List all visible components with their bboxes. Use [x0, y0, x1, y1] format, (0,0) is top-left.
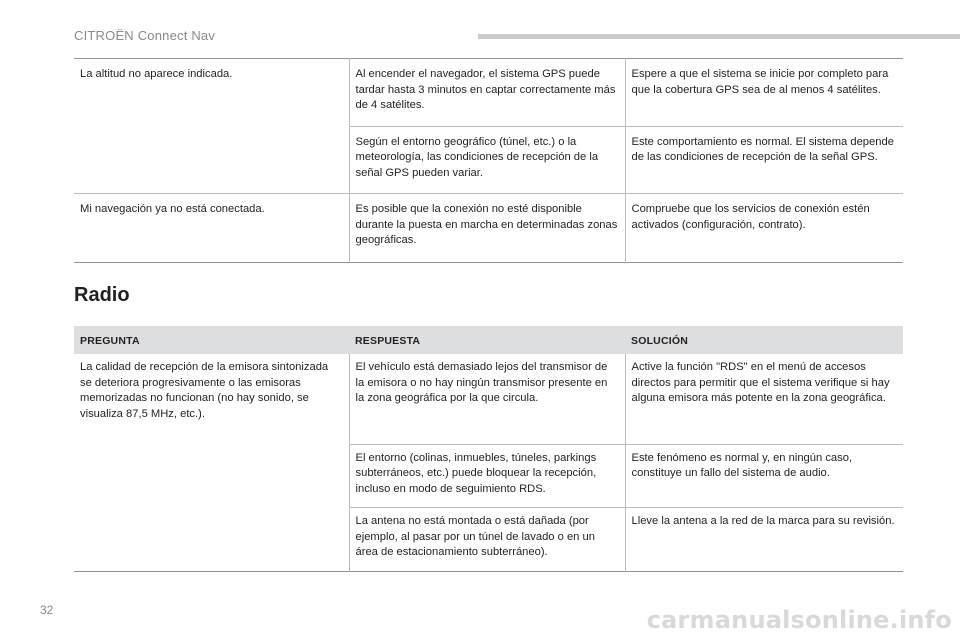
answer-cell: Al encender el navegador, el sistema GPS puede tardar hasta 3 minutos en captar correctamente más de 4 satélites.: [349, 59, 625, 127]
column-header-solucion: SOLUCIÓN: [625, 326, 903, 354]
question-cell: La altitud no aparece indicada.: [74, 59, 349, 194]
table-header-row: [74, 326, 903, 354]
solution-cell: Este comportamiento es normal. El sistema depende de las condiciones de recepción de la señal GPS.: [625, 126, 903, 194]
solution-cell: Espere a que el sistema se inicie por completo para que la cobertura GPS sea de al menos 4 satélites.: [631, 68, 889, 96]
answer-cell: La antena no está montada o está dañada (por ejemplo, al pasar por un túnel de lavado o en un área de estacionamiento subterráneo).: [349, 508, 625, 572]
section-title-radio: Radio: [74, 284, 130, 306]
manual-header-title: CITROËN Connect Nav: [74, 28, 216, 43]
watermark-logo: carmanualsonline.info: [646, 606, 952, 634]
gps-troubleshooting-table: [74, 58, 903, 263]
column-header-pregunta: PREGUNTA: [74, 326, 349, 354]
table-row: [74, 59, 903, 127]
solution-cell: Lleve la antena a la red de la marca para su revisión.: [625, 508, 903, 572]
column-header-respuesta: RESPUESTA: [349, 326, 625, 354]
answer-cell: Según el entorno geográfico (túnel, etc.) o la meteorología, las condiciones de recepción de la señal GPS pueden variar.: [349, 126, 625, 194]
question-cell: Mi navegación ya no está conectada.: [74, 194, 349, 263]
question-cell: La calidad de recepción de la emisora sintonizada se deteriora progresivamente o las emisoras memorizadas no funcionan (no hay sonido, se visualiza 87,5 MHz, etc.).: [74, 354, 349, 572]
page-number: 32: [40, 603, 54, 617]
answer-cell: Es posible que la conexión no esté disponible durante la puesta en marcha en determinadas zonas geográficas.: [349, 194, 625, 263]
solution-cell: Este fenómeno es normal y, en ningún caso, constituye un fallo del sistema de audio.: [625, 444, 903, 508]
table-row: [74, 354, 903, 444]
answer-cell: El vehículo está demasiado lejos del transmisor de la emisora o no hay ningún transmisor presente en la zona geográfica por la que circula.: [349, 354, 625, 444]
header-divider-bar: [478, 34, 960, 39]
solution-cell: Active la función "RDS" en el menú de accesos directos para permitir que el sistema verifique si hay alguna emisora más potente en la zona geográfica.: [631, 361, 890, 404]
answer-cell: El entorno (colinas, inmuebles, túneles, parkings subterráneos, etc.) puede bloquear la recepción, incluso en modo de seguimiento RDS.: [349, 444, 625, 508]
solution-cell: Compruebe que los servicios de conexión estén activados (configuración, contrato).: [625, 194, 903, 263]
radio-troubleshooting-table: [74, 326, 903, 572]
table-row: [74, 194, 903, 263]
